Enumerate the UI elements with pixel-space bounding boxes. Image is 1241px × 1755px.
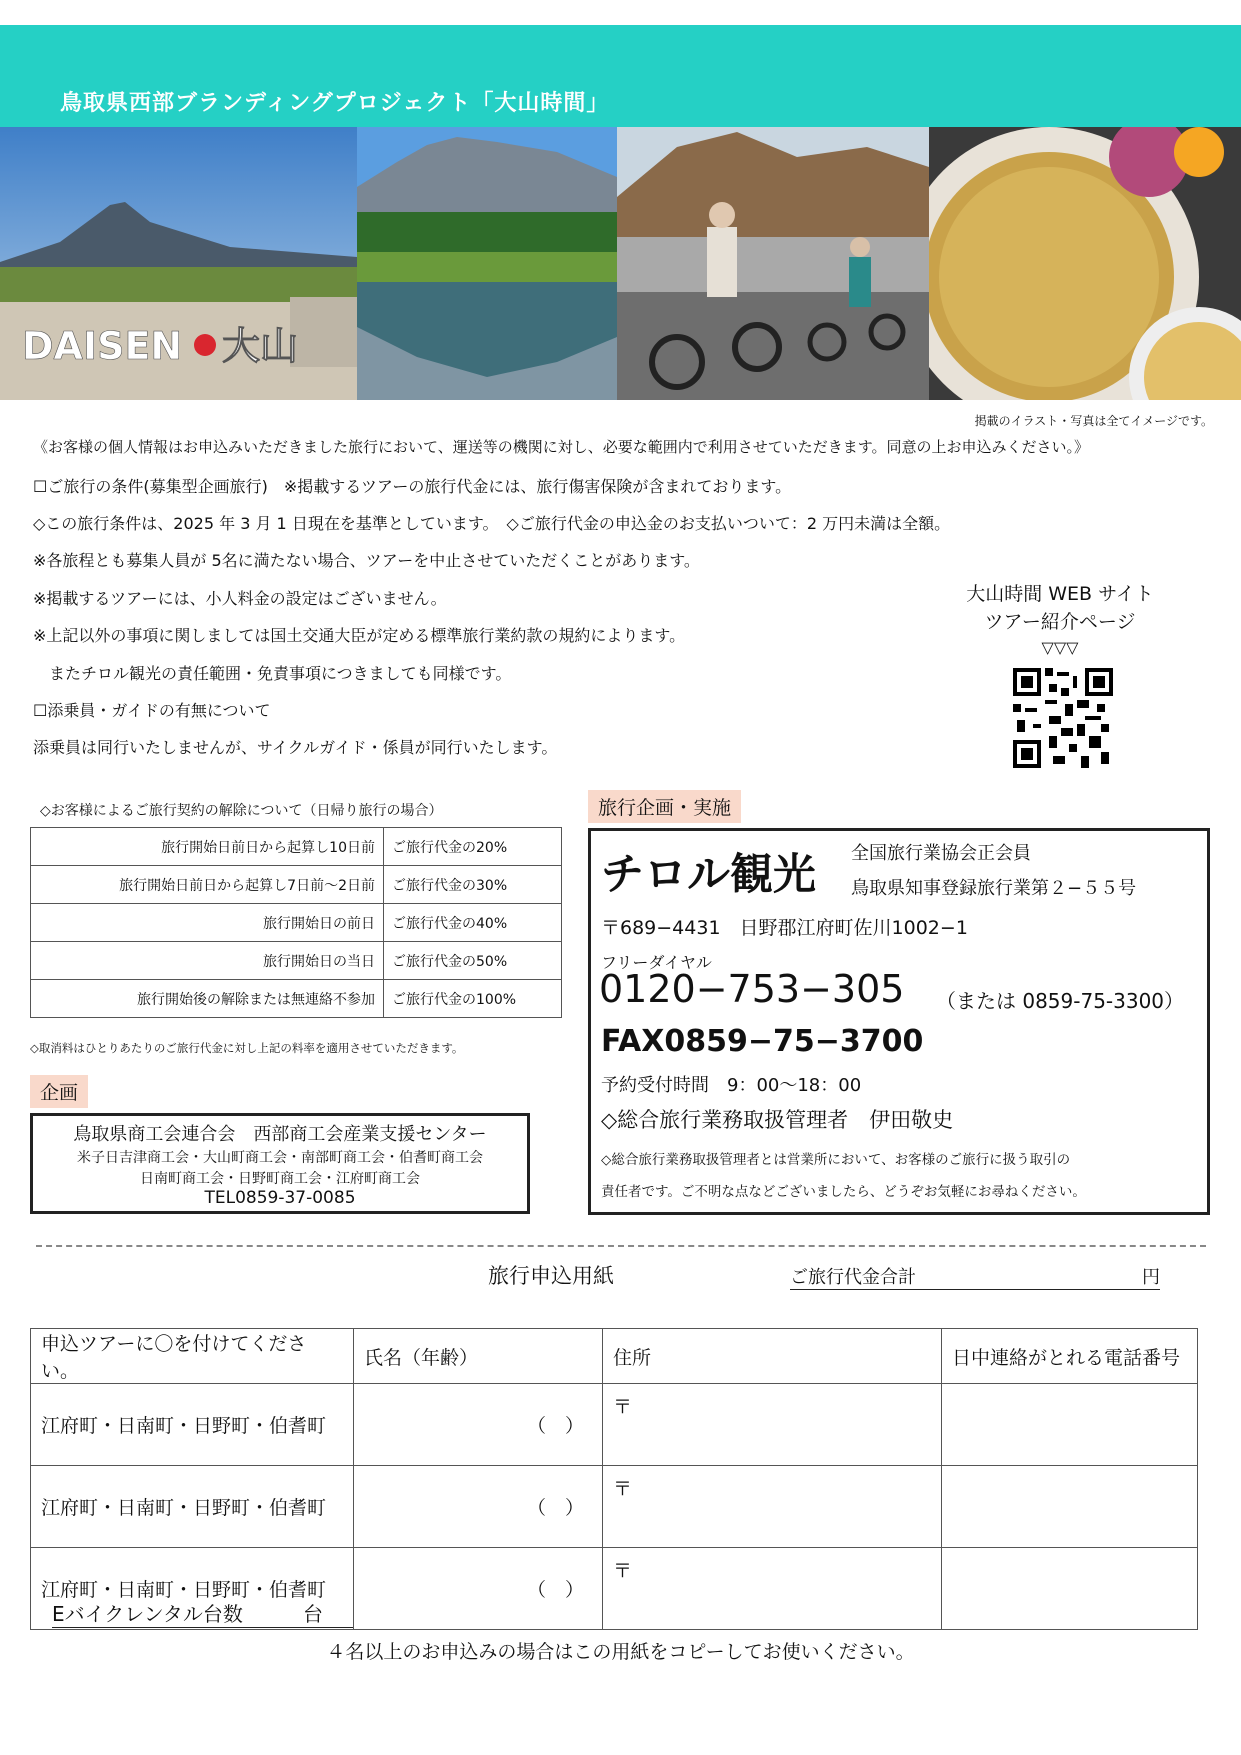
fax-number: FAX0859−75−3700 <box>601 1024 924 1059</box>
form-title: 旅行申込用紙 <box>488 1264 614 1288</box>
name-age-field[interactable]: （ ） <box>354 1548 603 1630</box>
ebike-rental-field[interactable] <box>52 1598 353 1628</box>
photo-mountain-lake <box>357 127 617 400</box>
table-row <box>31 980 562 1018</box>
location-pin-icon <box>194 334 216 356</box>
ebike-label: Eバイクレンタル台数 <box>52 1602 243 1626</box>
cancel-fee: ご旅行代金の100% <box>384 980 562 1018</box>
freedial-number[interactable]: 0120−753−305 <box>599 967 905 1011</box>
photo-daisen-sign <box>0 127 357 400</box>
condition-line: ※上記以外の事項に関しましては国土交通大臣が定める標準旅行業約款の規約によります。 <box>33 626 686 645</box>
ebike-unit: 台 <box>302 1602 323 1626</box>
cancel-fee: ご旅行代金の20% <box>384 828 562 866</box>
header-address: 住所 <box>603 1329 942 1384</box>
planner-members: 米子日吉津商工会・大山町商工会・南部町商工会・伯耆町商工会 <box>77 1150 483 1166</box>
planner-members: 日南町商工会・日野町商工会・江府町商工会 <box>140 1171 420 1187</box>
table-header-row <box>31 1329 1198 1384</box>
freedial-label: フリーダイヤル <box>601 953 712 972</box>
agent-name: チロル観光 <box>601 850 816 900</box>
agent-registration: 鳥取県知事登録旅行業第２−５５号 <box>851 878 1137 899</box>
phone-field[interactable] <box>942 1466 1198 1548</box>
travel-manager: ◇総合旅行業務取扱管理者 伊田敬史 <box>601 1108 954 1132</box>
condition-line: またチロル観光の責任範囲・免責事項につきましても同様です。 <box>33 664 512 683</box>
tour-options[interactable]: 江府町・日南町・日野町・伯耆町 <box>31 1466 354 1548</box>
cancel-condition: 旅行開始日の当日 <box>31 942 384 980</box>
table-row <box>31 1466 1198 1548</box>
planner-name: 鳥取県商工会連合会 西部商工会産業支援センター <box>73 1124 487 1145</box>
condition-line: 添乗員は同行いたしませんが、サイクルガイド・係員が同行いたします。 <box>33 738 558 757</box>
agent-label: 旅行企画・実施 <box>588 790 741 823</box>
agent-address: 〒689−4431 日野郡江府町佐川1002−1 <box>601 917 968 939</box>
table-row <box>31 866 562 904</box>
address-field[interactable]: 〒 <box>603 1384 942 1466</box>
alt-phone: （または 0859-75-3300） <box>936 989 1185 1013</box>
table-row <box>31 828 562 866</box>
condition-line: ※各旅程とも募集人員が 5名に満たない場合、ツアーを中止させていただくことがあります。 <box>33 551 700 570</box>
table-row <box>31 942 562 980</box>
name-age-field[interactable]: （ ） <box>354 1384 603 1466</box>
planner-tel: TEL0859-37-0085 <box>204 1188 356 1208</box>
cancel-fee: ご旅行代金の40% <box>384 904 562 942</box>
cancel-condition: 旅行開始日の前日 <box>31 904 384 942</box>
qr-arrows: ▽▽▽ <box>1041 638 1079 657</box>
header-phone: 日中連絡がとれる電話番号 <box>942 1329 1198 1384</box>
photo-disclaimer: 掲載のイラスト・写真は全てイメージです。 <box>974 414 1213 428</box>
address-field[interactable]: 〒 <box>603 1548 942 1630</box>
manager-note: ◇総合旅行業務取扱管理者とは営業所において、お客様のご旅行に扱う取引の <box>601 1152 1071 1168</box>
condition-line: ☐添乗員・ガイドの有無について <box>33 701 271 720</box>
cancellation-title: ◇お客様によるご旅行契約の解除について（日帰り旅行の場合） <box>40 803 443 819</box>
cut-line-divider <box>36 1245 1206 1247</box>
copy-note: ４名以上のお申込みの場合はこの用紙をコピーしてお使いください。 <box>326 1641 915 1663</box>
cancel-condition: 旅行開始後の解除または無連絡不参加 <box>31 980 384 1018</box>
photo-food <box>929 127 1241 400</box>
tour-options[interactable]: 江府町・日南町・日野町・伯耆町 <box>31 1548 354 1630</box>
cancel-condition: 旅行開始日前日から起算し7日前〜2日前 <box>31 866 384 904</box>
cancel-condition: 旅行開始日前日から起算し10日前 <box>31 828 384 866</box>
condition-line: ☐ご旅行の条件(募集型企画旅行) ※掲載するツアーの旅行代金には、旅行傷害保険が含まれております。 <box>33 477 792 496</box>
sign-text-kanji: 大山 <box>222 324 299 368</box>
condition-line: ※掲載するツアーには、小人料金の設定はございません。 <box>33 589 447 608</box>
total-price-field[interactable] <box>790 1263 1160 1290</box>
agent-box <box>588 828 1210 1215</box>
cancellation-table <box>30 827 562 1018</box>
qr-caption-page: ツアー紹介ページ <box>984 611 1136 633</box>
table-row <box>31 1384 1198 1466</box>
sign-text: DAISEN <box>22 324 183 368</box>
table-row <box>31 904 562 942</box>
condition-line: ◇この旅行条件は、2025 年 3 月 1 日現在を基準としています。 ◇ご旅行代金の申込金のお支払いついて：2 万円未満は全額。 <box>33 514 951 533</box>
application-table <box>30 1328 1198 1630</box>
planner-label: 企画 <box>30 1075 88 1108</box>
tour-options[interactable]: 江府町・日南町・日野町・伯耆町 <box>31 1384 354 1466</box>
phone-field[interactable] <box>942 1384 1198 1466</box>
manager-note: 責任者です。ご不明な点などございましたら、どうぞお気軽にお尋ねください。 <box>601 1184 1086 1200</box>
agent-association: 全国旅行業協会正会員 <box>851 843 1031 864</box>
planner-box <box>30 1113 530 1214</box>
header-name: 氏名（年齢） <box>354 1329 603 1384</box>
cancellation-note: ◇取消料はひとりあたりのご旅行代金に対し上記の料率を適用させていただきます。 <box>30 1041 464 1055</box>
total-price-label: ご旅行代金合計 <box>790 1267 916 1288</box>
qr-code[interactable] <box>1013 668 1113 768</box>
address-field[interactable]: 〒 <box>603 1466 942 1548</box>
cancel-fee: ご旅行代金の30% <box>384 866 562 904</box>
phone-field[interactable] <box>942 1548 1198 1630</box>
page-title: 鳥取県西部ブランディングプロジェクト「大山時間」 <box>60 91 610 116</box>
cancel-fee: ご旅行代金の50% <box>384 942 562 980</box>
name-age-field[interactable]: （ ） <box>354 1466 603 1548</box>
photo-cyclists <box>617 127 929 400</box>
qr-caption-site: 大山時間 WEB サイト <box>966 583 1154 605</box>
yen-label: 円 <box>1142 1267 1160 1288</box>
header-tour: 申込ツアーに〇を付けてください。 <box>31 1329 354 1384</box>
reservation-hours: 予約受付時間 9：00〜18：00 <box>601 1075 862 1096</box>
privacy-notice: 《お客様の個人情報はお申込みいただきました旅行において、運送等の機関に対し、必要な範囲内で利用させていただきます。同意の上お申込みください。》 <box>33 438 1090 456</box>
